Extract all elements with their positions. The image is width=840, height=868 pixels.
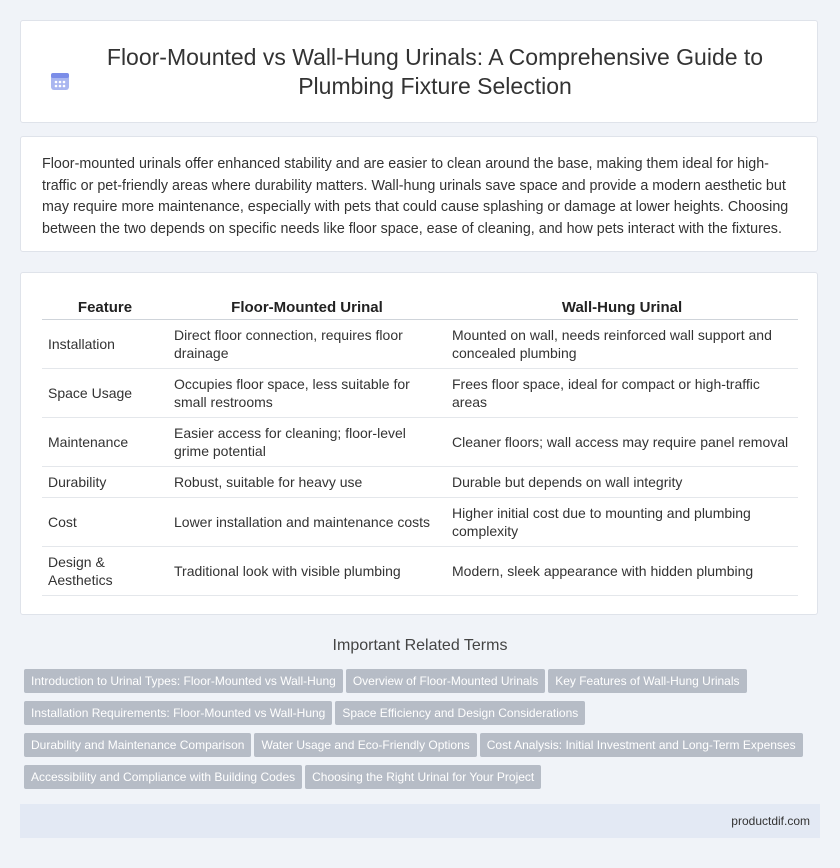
- wall-hung-cell: Mounted on wall, needs reinforced wall support and concealed plumbing: [446, 320, 798, 369]
- intro-card: [20, 136, 818, 252]
- table-header-row: [42, 295, 798, 320]
- footer-site-link[interactable]: productdif.com: [731, 814, 810, 828]
- related-term-tag[interactable]: Overview of Floor-Mounted Urinals: [346, 669, 545, 693]
- related-term-tag[interactable]: Durability and Maintenance Comparison: [24, 733, 251, 757]
- wall-hung-cell: Cleaner floors; wall access may require panel removal: [446, 418, 798, 467]
- floor-mounted-cell: Traditional look with visible plumbing: [168, 547, 446, 596]
- column-header: Feature: [42, 295, 168, 320]
- floor-mounted-cell: Robust, suitable for heavy use: [168, 467, 446, 498]
- floor-mounted-cell: Easier access for cleaning; floor-level grime potential: [168, 418, 446, 467]
- table-row: [42, 418, 798, 467]
- table-row: [42, 547, 798, 596]
- header-card: [20, 20, 818, 123]
- floor-mounted-cell: Occupies floor space, less suitable for small restrooms: [168, 369, 446, 418]
- related-term-tag[interactable]: Water Usage and Eco-Friendly Options: [254, 733, 476, 757]
- related-term-tag[interactable]: Key Features of Wall-Hung Urinals: [548, 669, 746, 693]
- wall-hung-cell: Frees floor space, ideal for compact or high-traffic areas: [446, 369, 798, 418]
- calendar-grid-icon: [49, 70, 71, 92]
- related-term-tag[interactable]: Cost Analysis: Initial Investment and Long-Term Expenses: [480, 733, 803, 757]
- related-term-tag[interactable]: Introduction to Urinal Types: Floor-Mounted vs Wall-Hung: [24, 669, 343, 693]
- floor-mounted-cell: Lower installation and maintenance costs: [168, 498, 446, 547]
- column-header: Floor-Mounted Urinal: [168, 295, 446, 320]
- feature-cell: Design & Aesthetics: [42, 547, 168, 596]
- table-row: [42, 320, 798, 369]
- comparison-table-card: [20, 272, 818, 615]
- table-row: [42, 369, 798, 418]
- feature-cell: Durability: [42, 467, 168, 498]
- related-term-tag[interactable]: Accessibility and Compliance with Building Codes: [24, 765, 302, 789]
- column-header: Wall-Hung Urinal: [446, 295, 798, 320]
- intro-paragraph: Floor-mounted urinals offer enhanced stability and are easier to clean around the base, making them ideal for high-traffic or pet-friendly areas where durability matters. Wall-hung urinals save space and provide a modern aesthetic but may require more maintenance, especially with pets that could cause splashing or damage at lower heights. Choosing between the two depends on specific needs like floor space, ease of cleaning, and how pets interact with the fixtures.: [42, 156, 789, 237]
- footer: [20, 804, 820, 838]
- related-terms-list: [24, 669, 824, 797]
- related-term-tag[interactable]: Installation Requirements: Floor-Mounted vs Wall-Hung: [24, 701, 332, 725]
- title-wrap: [49, 43, 789, 101]
- feature-cell: Maintenance: [42, 418, 168, 467]
- wall-hung-cell: Modern, sleek appearance with hidden plumbing: [446, 547, 798, 596]
- page-title: Floor-Mounted vs Wall-Hung Urinals: A Comprehensive Guide to Plumbing Fixture Selection: [106, 43, 764, 99]
- related-terms-heading: Important Related Terms: [332, 637, 508, 654]
- table-row: [42, 467, 798, 498]
- comparison-table: [42, 295, 798, 596]
- feature-cell: Installation: [42, 320, 168, 369]
- floor-mounted-cell: Direct floor connection, requires floor drainage: [168, 320, 446, 369]
- wall-hung-cell: Higher initial cost due to mounting and plumbing complexity: [446, 498, 798, 547]
- feature-cell: Cost: [42, 498, 168, 547]
- table-row: [42, 498, 798, 547]
- feature-cell: Space Usage: [42, 369, 168, 418]
- related-term-tag[interactable]: Space Efficiency and Design Considerations: [335, 701, 585, 725]
- related-term-tag[interactable]: Choosing the Right Urinal for Your Project: [305, 765, 541, 789]
- wall-hung-cell: Durable but depends on wall integrity: [446, 467, 798, 498]
